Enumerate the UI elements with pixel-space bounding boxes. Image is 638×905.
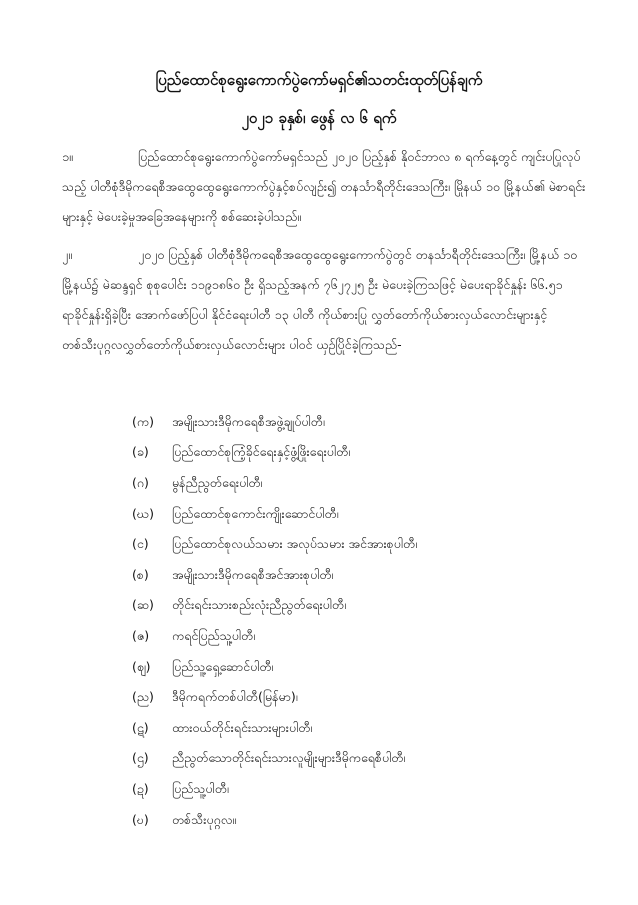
list-marker: (ဋ) (132, 719, 149, 735)
party-name: ပြည်သူ့ရှေ့ဆောင်ပါတီ၊ (172, 658, 274, 674)
document-title: ပြည်ထောင်စုရွေးကောက်ပွဲကော်မရှင်၏သတင်းထုတ်ပြန်ချက် (155, 71, 483, 89)
list-item (132, 714, 582, 745)
paragraph-number: ၁။ (62, 149, 73, 164)
list-item (132, 683, 582, 714)
list-item (132, 408, 582, 439)
list-marker: (ခ) (132, 444, 149, 460)
list-item (132, 653, 582, 684)
paragraph-text: ပြည်ထောင်စုရွေးကောက်ပွဲကော်မရှင်သည် ၂၀၂၀ ပြည့်နှစ် နိုဝင်ဘာလ ၈ ရက်နေ့တွင် ကျင်းပပြုလုပ်သည့် ပါတီစုံဒီမိုကရေစီအထွေထွေရွေးကောက်ပွဲနှင့်စပ်လျဉ်း၍ တနင်္သာရီတိုင်းဒေသကြီး၊ မြိုနယ် ၁၀ မြို့နယ်၏ မဲစာရင်းများနှင့် မဲပေးခဲ့မှုအခြေအနေများကို စစ်ဆေးခဲ့ပါသည်။ (62, 149, 586, 224)
party-name: ပြည်ထောင်စုကောင်းကျိုးဆောင်ပါတီ၊ (172, 505, 339, 521)
party-name: ပြည်ထောင်စုကြံ့ခိုင်ရေးနှင့်ဖွံ့ဖြိုးရေးပါတီ၊ (172, 444, 351, 460)
list-marker: (ဎ) (132, 811, 149, 827)
list-item (132, 500, 582, 531)
paragraph-1 (62, 142, 587, 232)
list-item (132, 806, 582, 837)
list-marker: (ဃ) (132, 505, 154, 521)
party-name: မွန်ညီညွတ်ရေးပါတီ၊ (172, 474, 263, 490)
list-marker: (စ) (132, 566, 149, 582)
party-name: အမျိုးသားဒီမိုကရေစီအဖွဲ့ချုပ်ပါတီ၊ (172, 413, 325, 429)
party-name: ပြည်ထောင်စုလယ်သမား အလုပ်သမား အင်အားစုပါတီ၊ (172, 536, 418, 552)
list-marker: (င) (132, 536, 149, 552)
list-marker: (ဆ) (132, 597, 154, 613)
list-item (132, 745, 582, 776)
list-item (132, 622, 582, 653)
document-date: ၂၀၂၁ ခုနှစ်၊ ဖွေန် လ ၆ ရက် (241, 109, 397, 127)
paragraph-number: ၂။ (62, 247, 72, 262)
party-name: ဒီမိုကရက်တစ်ပါတီ(မြန်မာ)၊ (172, 689, 298, 705)
party-list (132, 408, 582, 836)
list-marker: (ည) (132, 689, 154, 705)
paragraph-2 (62, 240, 587, 360)
list-item (132, 592, 582, 623)
party-name: အမျိုးသားဒီမိုကရေစီအင်အားစုပါတီ၊ (172, 566, 334, 582)
list-marker: (ဌ) (132, 750, 149, 766)
party-name: တစ်သီးပုဂ္ဂလ။ (172, 811, 237, 827)
list-marker: (ဇ) (132, 627, 150, 643)
list-marker: (က) (132, 413, 154, 429)
party-name: တိုင်းရင်းသားစည်းလုံးညီညွတ်ရေးပါတီ၊ (172, 597, 347, 613)
party-name: ကရင်ပြည်သူ့ပါတီ၊ (172, 627, 256, 643)
list-item (132, 561, 582, 592)
list-item (132, 530, 582, 561)
list-item (132, 469, 582, 500)
list-item (132, 439, 582, 470)
party-name: ထားဝယ်တိုင်းရင်းသားများပါတီ၊ (172, 719, 313, 735)
list-item (132, 775, 582, 806)
party-name: ပြည်သူ့ပါတီ၊ (172, 780, 229, 796)
list-marker: (ဂ) (132, 474, 149, 490)
paragraph-text: ၂၀၂၀ ပြည့်နှစ် ပါတီစုံဒီမိုကရေစီအထွေထွေရွေးကောက်ပွဲတွင် တနင်္သာရီတိုင်းဒေသကြီး၊ မြို့နယ် ၁၀ မြို့နယ်၌ မဲဆန္ဒရှင် စုစုပေါင်း ၁၁၉၁၈၆၀ ဦး ရှိသည့်အနက် ၇၆၂၇၂၅ ဦး မဲပေးခဲ့ကြသဖြင့် မဲပေးရာခိုင်နှုန်း ၆၆.၅၁ ရာခိုင်နှုန်းရှိခဲ့ပြီး အောက်ဖော်ပြပါ နိုင်ငံရေးပါတီ ၁၃ ပါတီ ကိုယ်စားပြု လွှတ်တော်ကိုယ်စားလှယ်လောင်းများနှင့် တစ်သီးပုဂ္ဂလလွှတ်တော်ကိုယ်စားလှယ်လောင်းများ ပါဝင် ယှဉ်ပြိုင်ခဲ့ကြသည်- (62, 247, 578, 352)
party-name: ညီညွတ်သောတိုင်းရင်းသားလူမျိုးများဒီမိုကရေစီပါတီ၊ (172, 750, 406, 766)
list-marker: (ဍ) (132, 780, 149, 796)
list-marker: (ဈ) (132, 658, 151, 674)
